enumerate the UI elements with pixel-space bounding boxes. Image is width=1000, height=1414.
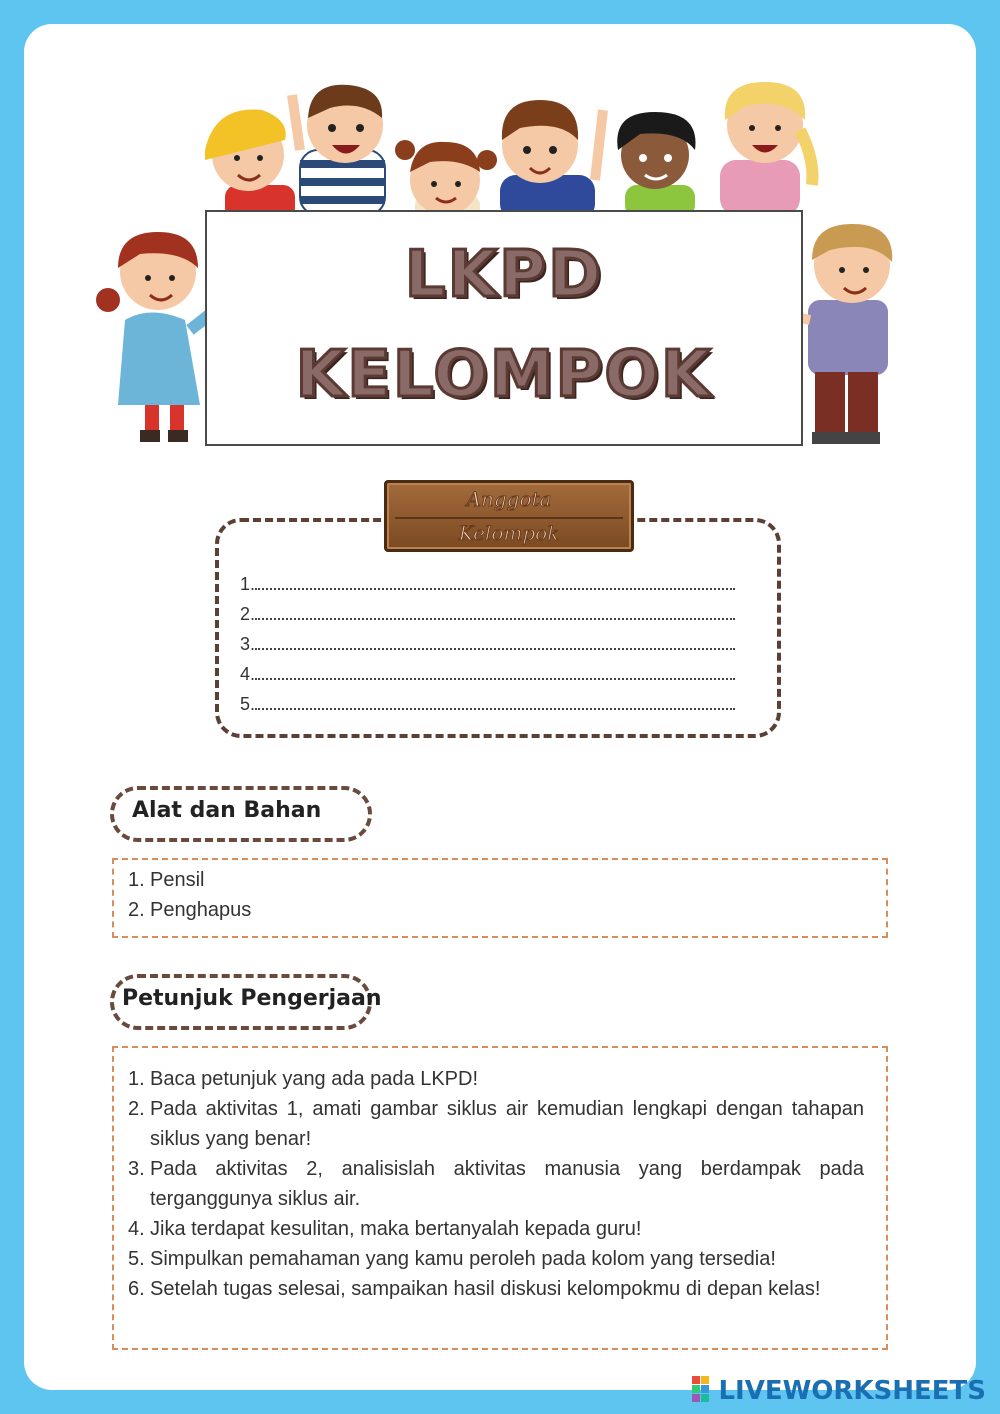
member-line-1[interactable]: 1. — [240, 574, 742, 595]
kid-blonde-girl — [720, 82, 813, 215]
tools-item-1: 1. Pensil — [128, 869, 205, 891]
instruction-item-3: 3. Pada aktivitas 2, analisislah aktivitas manusia yang berdampak pada terganggunya siklus air. — [128, 1158, 864, 1210]
instruction-item-6: 6. Setelah tugas selesai, sampaikan hasil diskusi kelompokmu di depan kelas! — [128, 1278, 821, 1300]
title-lkpd: LKPD — [404, 238, 604, 312]
plank-text-kelompok: Kelompok — [458, 521, 560, 545]
instruction-item-4: 4. Jika terdapat kesulitan, maka bertanyalah kepada guru! — [128, 1218, 642, 1240]
instructions-heading: Petunjuk Pengerjaan — [122, 986, 382, 1011]
member-line-4[interactable]: 4. — [240, 664, 742, 685]
instruction-item-5: 5. Simpulkan pemahaman yang kamu peroleh pada kolom yang tersedia! — [128, 1248, 776, 1270]
kid-curly-hair — [617, 112, 695, 217]
member-line-2[interactable]: 2. — [240, 604, 742, 625]
member-line-5[interactable]: 5. — [240, 694, 742, 715]
tools-item-2: 2. Penghapus — [128, 899, 252, 921]
instruction-item-1: 1. Baca petunjuk yang ada pada LKPD! — [128, 1068, 479, 1090]
tools-heading: Alat dan Bahan — [132, 798, 322, 823]
kid-yellow-cap — [205, 110, 295, 221]
instruction-item-2: 2. Pada aktivitas 1, amati gambar siklus air kemudian lengkapi dengan tahapan siklus yang benar! — [128, 1098, 864, 1150]
kid-blue-shirt — [500, 100, 603, 220]
liveworksheets-logo-icon — [692, 1376, 718, 1406]
liveworksheets-watermark[interactable]: LIVEWORKSHEETS — [718, 1376, 986, 1406]
members-wood-plank — [384, 480, 634, 552]
member-line-3[interactable]: 3. — [240, 634, 742, 655]
kid-girl-pigtails — [395, 140, 497, 220]
title-kelompok: KELOMPOK — [295, 338, 713, 412]
kid-striped-shirt — [292, 85, 385, 215]
plank-text-anggota: Anggota — [466, 487, 552, 511]
